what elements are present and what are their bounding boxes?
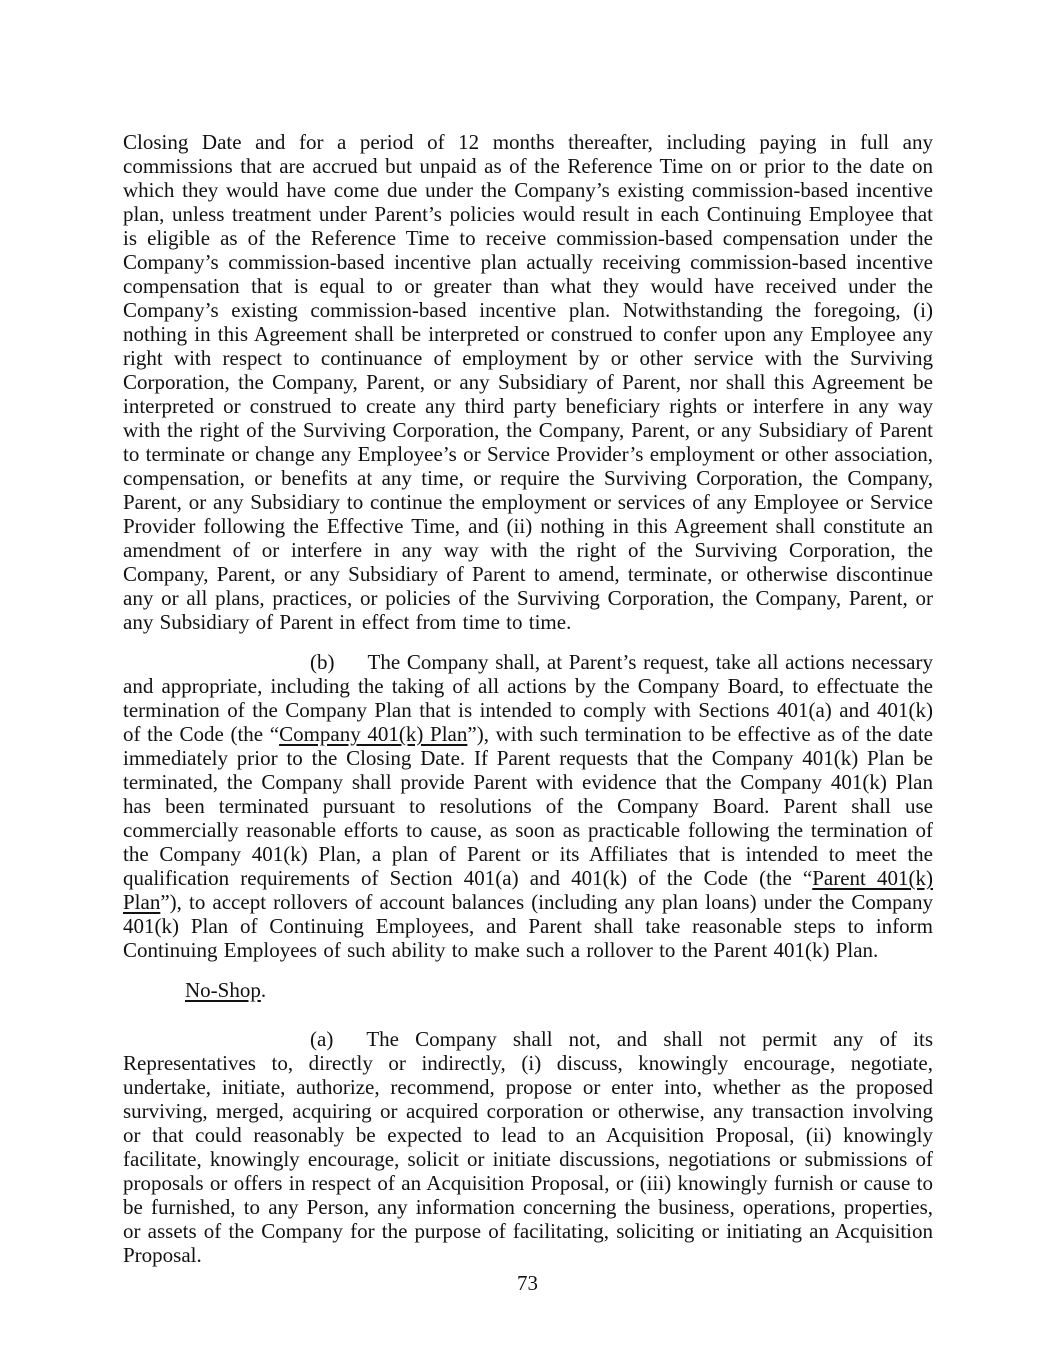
paragraph-clause-b	[123, 650, 933, 962]
clause-a-text	[123, 1027, 933, 1267]
underlined-text-run: Parent 401(k) Plan	[123, 866, 933, 914]
underlined-text-run: Company 401(k) Plan	[279, 722, 468, 746]
clause-b-marker: (b)	[310, 650, 335, 674]
paragraph-clause-a	[123, 1027, 933, 1267]
text-run: Closing Date and for a period of 12 months thereafter, including paying in full any commissions that are accrued but unpaid as of the Reference Time on or prior to the date on which they would have come due under the Company’s existing commission-based incentive plan, unless treatment under Parent’s policies would result in each Continuing Employee that is eligible as of the Reference Time to receive commission-based compensation under the Company’s commission-based incentive plan actually receiving commission-based incentive compensation that is equal to or greater than what they would have received under the Company’s existing commission-based incentive plan. Notwithstanding the foregoing, (i) nothing in this Agreement shall be interpreted or construed to confer upon any Employee any right with respect to continuance of employment by or other service with the Surviving Corporation, the Company, Parent, or any Subsidiary of Parent, nor shall this Agreement be interpreted or construed to create any third party beneficiary rights or interfere in any way with the right of the Surviving Corporation, the Company, Parent, or any Subsidiary of Parent to terminate or change any Employee’s or Service Provider’s employment or other association, compensation, or benefits at any time, or require the Surviving Corporation, the Company, Parent, or any Subsidiary to continue the employment or services of any Employee or Service Provider following the Effective Time, and (ii) nothing in this Agreement shall constitute an amendment of or interfere in any way with the right of the Surviving Corporation, the Company, Parent, or any Subsidiary of Parent to amend, terminate, or otherwise discontinue any or all plans, practices, or policies of the Surviving Corporation, the Company, Parent, or any Subsidiary of Parent in effect from time to time.	[123, 130, 933, 634]
clause-a-marker: (a)	[310, 1027, 334, 1051]
paragraph-employee-matters-continuation	[123, 130, 933, 634]
text-run: .	[260, 978, 267, 1002]
text-run: The Company shall, at Parent’s request, take all actions necessary and appropriate, including the taking of all actions by the Company Board, to effectuate the termination of the Company Plan that is intended to comply with Sections 401(a) and 401(k) of the Code (the “	[123, 650, 933, 746]
underlined-text-run: No-Shop	[185, 978, 261, 1002]
clause-b-text	[123, 650, 933, 962]
text-run: ”), with such termination to be effective as of the date immediately prior to the Closing Date. If Parent requests that the Company 401(k) Plan be terminated, the Company shall provide Parent with evidence that the Company 401(k) Plan has been terminated pursuant to resolutions of the Company Board. Parent shall use commercially reasonable efforts to cause, as soon as practicable following the termination of the Company 401(k) Plan, a plan of Parent or its Affiliates that is intended to meet the qualification requirements of Section 401(a) and 401(k) of the Code (the “	[123, 722, 934, 890]
document-body	[123, 130, 933, 1283]
text-run: ”), to accept rollovers of account balances (including any plan loans) under the Company 401(k) Plan of Continuing Employees, and Parent shall take reasonable steps to inform Continuing Employees of such ability to make such a rollover to the Parent 401(k) Plan.	[123, 890, 933, 962]
page-number: 73	[517, 1271, 538, 1295]
text-run: The Company shall not, and shall not permit any of its Representatives to, directly or indirectly, (i) discuss, knowingly encourage, negotiate, undertake, initiate, authorize, recommend, propose or enter into, whether as the proposed surviving, merged, acquiring or acquired corporation or otherwise, any transaction involving or that could reasonably be expected to lead to an Acquisition Proposal, (ii) knowingly facilitate, knowingly encourage, solicit or initiate discussions, negotiations or submissions of proposals or offers in respect of an Acquisition Proposal, or (iii) knowingly furnish or cause to be furnished, to any Person, any information concerning the business, operations, properties, or assets of the Company for the purpose of facilitating, soliciting or initiating an Acquisition Proposal.	[123, 1027, 933, 1267]
no-shop-section-heading	[123, 978, 933, 1002]
